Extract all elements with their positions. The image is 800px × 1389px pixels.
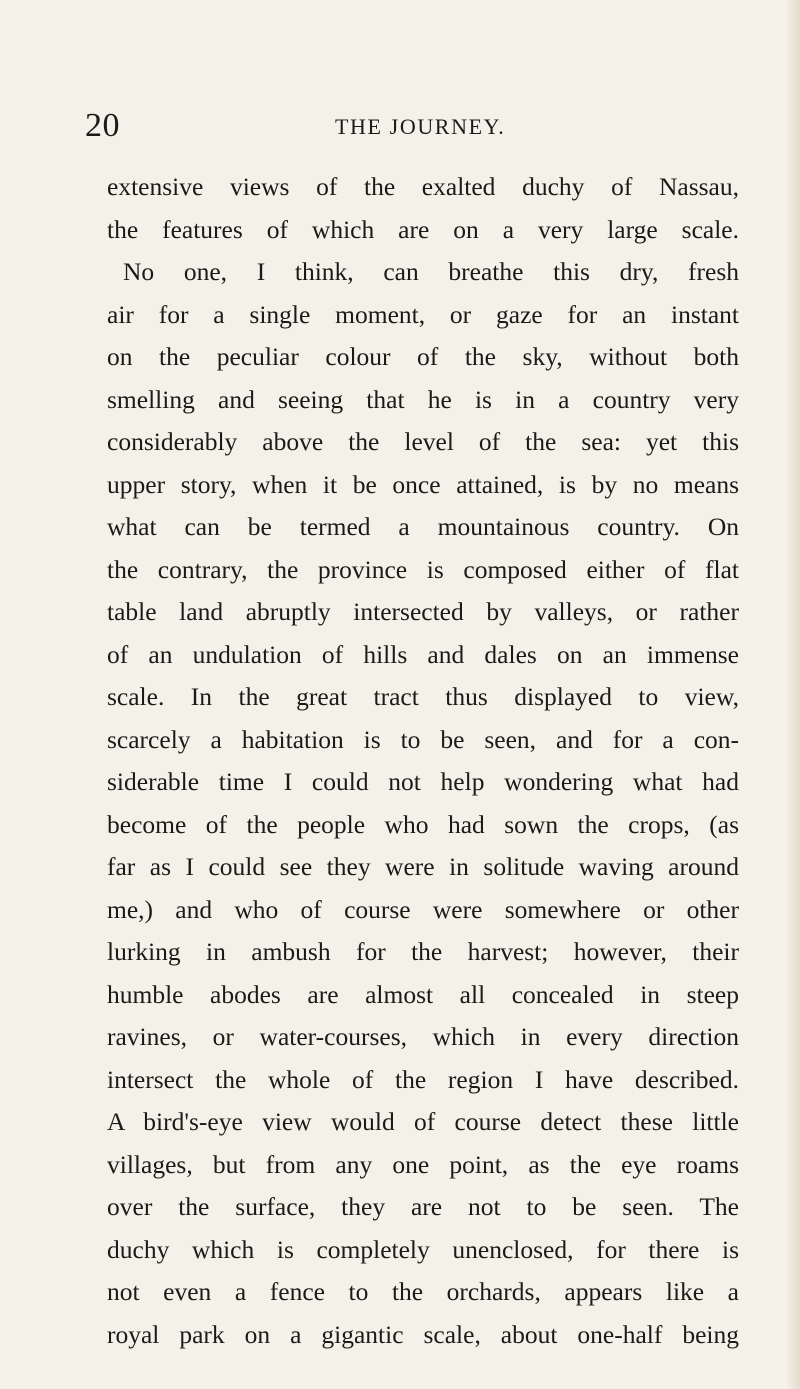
text-line: No one, I think, can breathe this dry, fresh <box>123 257 739 286</box>
text-line: villages, but from any one point, as the eye roams <box>107 1149 739 1179</box>
text-line: lurking in ambush for the harvest; however, their <box>107 937 739 966</box>
text-line: me,) and who of course were somewhere or other <box>107 894 739 924</box>
text-line: the features of which are on a very large scale. <box>107 214 739 244</box>
text-line: not even a fence to the orchards, appears like a <box>107 1277 739 1306</box>
running-title: THE JOURNEY. <box>335 114 506 139</box>
page-edge <box>786 0 800 1389</box>
text-line: extensive views of the exalted duchy of Nassau, <box>107 172 739 201</box>
text-line: what can be termed a mountainous country. On <box>107 512 739 541</box>
text-line: scale. In the great tract thus displayed to view, <box>107 682 739 711</box>
text-line: on the peculiar colour of the sky, without both <box>107 342 739 371</box>
text-line: humble abodes are almost all concealed in steep <box>107 979 739 1009</box>
text-line: of an undulation of hills and dales on an immense <box>107 639 739 669</box>
text-line: duchy which is completely unenclosed, for there is <box>107 1234 739 1264</box>
text-line: scarcely a habitation is to be seen, and for a con- <box>107 724 739 754</box>
text-line: table land abruptly intersected by valleys, or rather <box>107 597 739 626</box>
text-line: smelling and seeing that he is in a country very <box>107 384 739 414</box>
text-line: far as I could see they were in solitude waving around <box>107 852 739 881</box>
running-header <box>0 106 800 146</box>
text-line: siderable time I could not help wondering what had <box>107 767 739 796</box>
page-number: 20 <box>85 107 120 144</box>
text-line: air for a single moment, or gaze for an instant <box>107 299 739 329</box>
text-line: the contrary, the province is composed either of flat <box>107 554 739 584</box>
text-line: become of the people who had sown the crops, (as <box>107 809 739 839</box>
body-text <box>107 166 739 1356</box>
text-line: A bird's-eye view would of course detect these little <box>107 1107 739 1136</box>
text-line: ravines, or water-courses, which in every direction <box>107 1022 739 1051</box>
text-line: considerably above the level of the sea: yet this <box>107 427 739 456</box>
text-line: upper story, when it be once attained, is by no means <box>107 469 739 499</box>
text-line: royal park on a gigantic scale, about one-half being <box>107 1319 739 1349</box>
text-line: intersect the whole of the region I have described. <box>107 1064 739 1094</box>
text-line: over the surface, they are not to be seen. The <box>107 1192 739 1221</box>
